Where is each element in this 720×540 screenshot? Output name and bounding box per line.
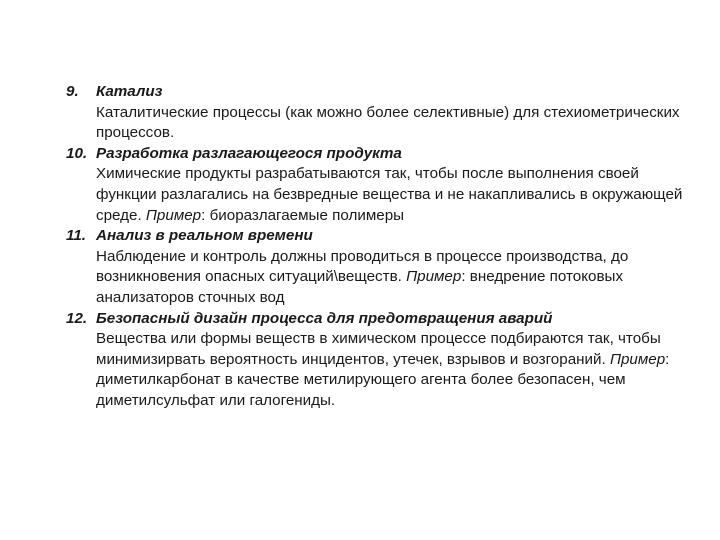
example-text: : диметилкарбонат в качестве метилирующего агента более безопасен, чем диметилсульфат или галогениды. (96, 350, 670, 409)
principle-item-11 (66, 226, 696, 308)
principle-title: Катализ (96, 83, 163, 100)
principle-item-9 (66, 82, 696, 144)
principle-heading (66, 144, 696, 165)
example-label: Пример (609, 350, 666, 368)
principles-list (66, 82, 696, 412)
principle-title: Разработка разлагающегося продукта (96, 144, 402, 162)
principle-description: Химические продукты разрабатываются так, чтобы после выполнения своей функции разлагались на безвредные вещества и не накапливались в окружающей среде. (96, 165, 683, 224)
example-label: Пример (406, 268, 462, 286)
principle-title: Безопасный дизайн процесса для предотвращения аварий (96, 309, 553, 327)
principle-description: Наблюдение и контроль должны проводиться в процессе производства, до возникновения опасных ситуаций\веществ. (96, 247, 629, 286)
principle-item-12 (66, 309, 696, 412)
principle-number: 11. (66, 227, 86, 245)
principle-body (96, 329, 696, 411)
principle-number: 12. (66, 309, 88, 327)
example-text: : внедрение потоковых анализаторов сточных вод (96, 268, 624, 306)
principle-title: Анализ в реальном времени (96, 227, 313, 245)
principle-heading (66, 309, 696, 330)
example-label: Пример (145, 206, 202, 224)
principle-body (96, 247, 696, 309)
principle-item-10 (66, 144, 696, 226)
principle-description: Каталитические процессы (как можно более селективные) для стехиометрических процессов. (96, 103, 680, 142)
principle-description: Вещества или формы веществ в химическом процессе подбираются так, чтобы минимизирвать вероятность инцидентов, утечек, взрывов и возгораний. (96, 330, 661, 368)
principle-number: 9. (66, 83, 79, 100)
principle-body (96, 164, 696, 226)
principle-number: 10. (66, 144, 88, 162)
principle-body (96, 103, 696, 144)
example-text: : биоразлагаемые полимеры (201, 206, 405, 224)
principle-heading (66, 82, 696, 103)
principle-heading (66, 226, 696, 247)
